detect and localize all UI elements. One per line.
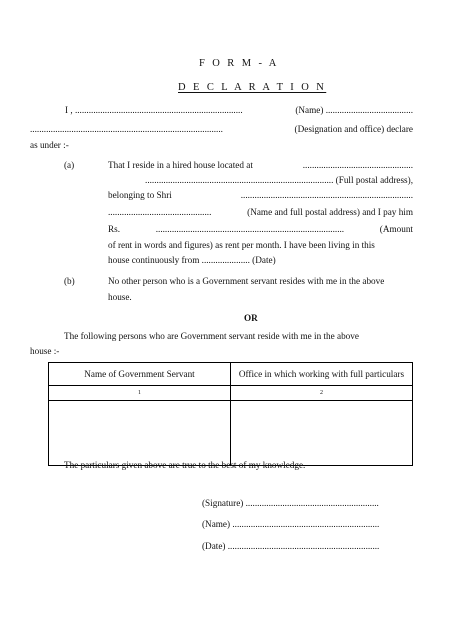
certification-text: The particulars given above are true to the best of my knowledge. bbox=[64, 460, 306, 470]
declaration-heading: D E C L A R A T I O N bbox=[178, 82, 327, 93]
item-a-line-4 bbox=[108, 207, 413, 217]
table-number-row bbox=[49, 386, 413, 401]
office-entry-cell bbox=[231, 401, 413, 466]
owner-address-label: (Name and full postal address) and I pay him bbox=[247, 207, 413, 217]
name-label: (Name) ...................................... bbox=[295, 105, 413, 115]
designation-label: (Designation and office) declare bbox=[294, 124, 413, 134]
item-a-line-1 bbox=[108, 160, 413, 170]
item-a-line-3 bbox=[108, 190, 413, 200]
form-title: F O R M - A bbox=[199, 58, 279, 69]
amount-blank: .................................................................................. bbox=[155, 224, 345, 234]
header-name-cell: Name of Government Servant bbox=[49, 363, 231, 386]
name-entry-cell bbox=[49, 401, 231, 466]
intro-line-1 bbox=[65, 105, 413, 115]
column-number-2: 2 bbox=[231, 386, 413, 401]
address-blank: ................................................ bbox=[302, 160, 413, 170]
following-line-1: The following persons who are Government servant reside with me in the above bbox=[64, 331, 359, 341]
table-header-row bbox=[49, 363, 413, 386]
name-line: (Name) ................................................................ bbox=[202, 519, 380, 529]
signature-line: (Signature) .......................................................... bbox=[202, 498, 379, 508]
header-office-cell: Office in which working with full particulars bbox=[231, 363, 413, 386]
item-a-label: (a) bbox=[64, 160, 75, 170]
hired-house-text: That I reside in a hired house located at bbox=[108, 160, 253, 170]
item-a-line-7: house continuously from ..................... (Date) bbox=[108, 255, 276, 265]
intro-line-2 bbox=[30, 124, 413, 134]
amount-label: (Amount bbox=[379, 224, 413, 234]
belonging-text: belonging to Shri bbox=[108, 190, 172, 200]
column-number-1: 1 bbox=[49, 386, 231, 401]
item-b-line-2: house. bbox=[108, 292, 132, 302]
item-a-line-2: .................................................................................. (Full postal address), bbox=[145, 175, 413, 185]
item-a-line-6: of rent in words and figures) as rent per month. I have been living in this bbox=[108, 240, 375, 250]
item-a-line-5 bbox=[108, 224, 413, 234]
table-row bbox=[49, 401, 413, 466]
owner-blank: ........................................................................... bbox=[240, 190, 413, 200]
persons-table bbox=[48, 362, 413, 466]
following-line-2: house :- bbox=[30, 346, 60, 356]
date-line: (Date) .................................................................. bbox=[202, 541, 380, 551]
or-separator: OR bbox=[244, 313, 258, 323]
owner-address-blank: ............................................. bbox=[108, 207, 212, 217]
rs-label: Rs. bbox=[108, 224, 121, 234]
item-b-label: (b) bbox=[64, 276, 75, 286]
designation-blank: .................................................................................... bbox=[30, 124, 223, 134]
item-b-line-1: No other person who is a Government servant resides with me in the above bbox=[108, 276, 385, 286]
name-blank: I , ......................................................................... bbox=[65, 105, 243, 115]
intro-line-3: as under :- bbox=[30, 140, 69, 150]
